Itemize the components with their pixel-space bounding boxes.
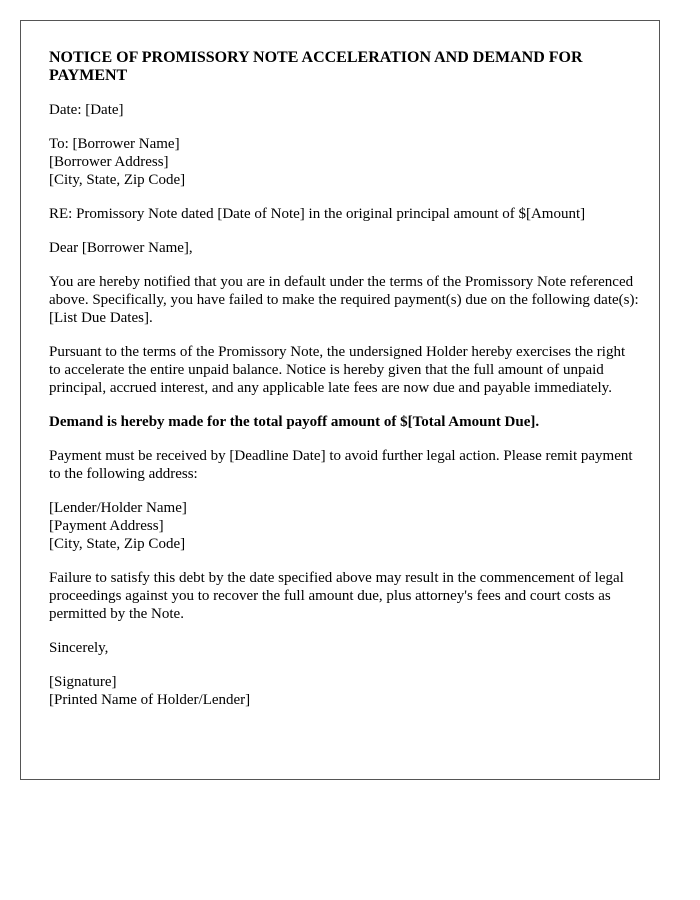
payment-paragraph: Payment must be received by [Deadline Date] to avoid further legal action. Please remit payment to the following address: [49, 448, 633, 482]
payee-city-line: [City, State, Zip Code] [49, 536, 186, 552]
failure-paragraph: Failure to satisfy this debt by the date specified above may result in the commencement of legal proceedings against you to recover the full amount due, plus attorney's fees and court costs as permitted by the Note. [49, 570, 624, 622]
payee-block [49, 499, 639, 553]
letter-body [49, 49, 639, 725]
recipient-address-line: [Borrower Address] [49, 154, 169, 170]
demand-paragraph: Demand is hereby made for the total payoff amount of $[Total Amount Due]. [49, 414, 540, 430]
recipient-city-line: [City, State, Zip Code] [49, 172, 186, 188]
signature-line: [Signature] [49, 674, 117, 690]
closing: Sincerely, [49, 640, 109, 656]
signature-block [49, 673, 639, 709]
printed-name-line: [Printed Name of Holder/Lender] [49, 692, 251, 708]
payee-address-line: [Payment Address] [49, 518, 164, 534]
notice-title: NOTICE OF PROMISSORY NOTE ACCELERATION AND DEMAND FOR PAYMENT [49, 49, 583, 84]
payee-name-line: [Lender/Holder Name] [49, 500, 187, 516]
recipient-block [49, 135, 639, 189]
salutation: Dear [Borrower Name], [49, 240, 193, 256]
acceleration-paragraph: Pursuant to the terms of the Promissory Note, the undersigned Holder hereby exercises the right to accelerate the entire unpaid balance. Notice is hereby given that the full amount of unpaid principal, accrued interest, and any applicable late fees are now due and payable immediately. [49, 344, 626, 396]
document-frame [20, 20, 660, 780]
re-line: RE: Promissory Note dated [Date of Note] in the original principal amount of $[Amount] [49, 206, 586, 222]
default-paragraph: You are hereby notified that you are in default under the terms of the Promissory Note referenced above. Specifically, you have failed to make the required payment(s) due on the following date(s): [List Due Dates]. [49, 274, 639, 326]
recipient-to-line: To: [Borrower Name] [49, 136, 180, 152]
date-line: Date: [Date] [49, 102, 124, 118]
